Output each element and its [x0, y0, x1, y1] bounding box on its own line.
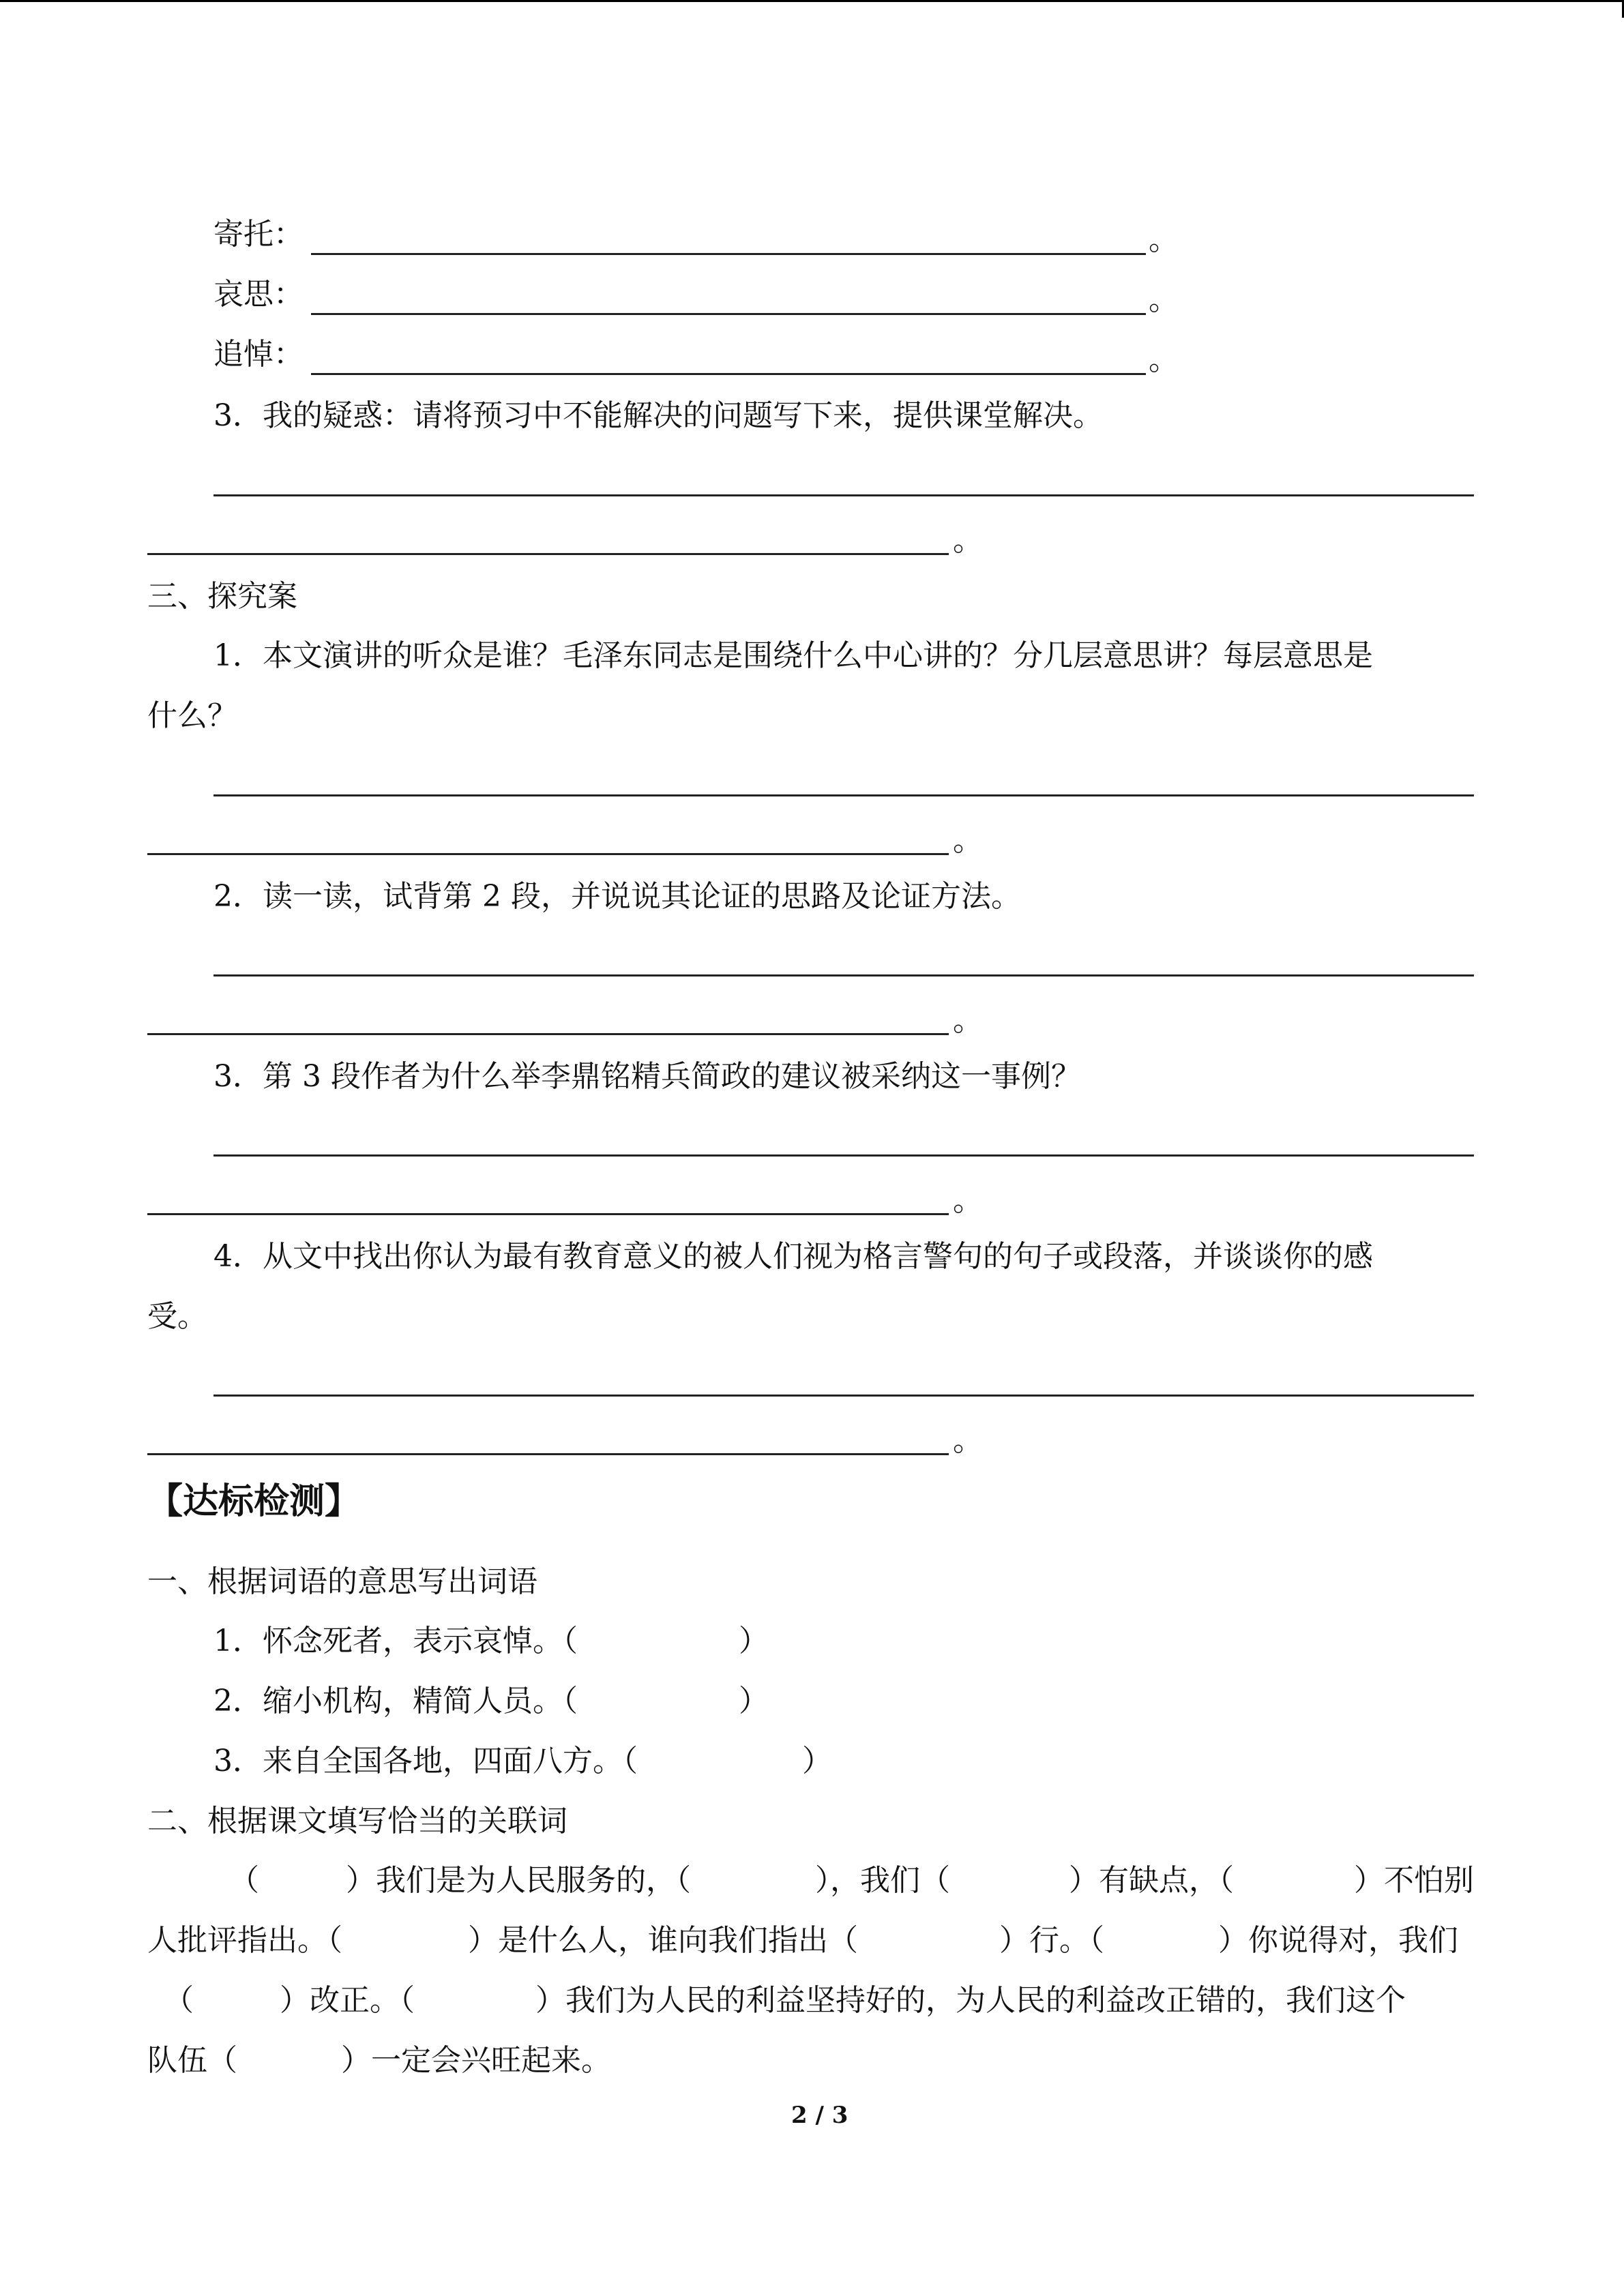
answer-line-zhuidao[interactable]: [311, 373, 1146, 375]
answer-line[interactable]: [213, 1154, 1474, 1157]
answer-line-aisi[interactable]: [311, 313, 1146, 315]
answer-line[interactable]: [147, 1213, 949, 1215]
label-jituo: 寄托：: [213, 217, 304, 252]
period: 。: [953, 523, 983, 558]
answer-line[interactable]: [213, 1395, 1474, 1397]
period: 。: [1149, 222, 1179, 257]
cloze-segment: 队伍（: [147, 2043, 237, 2078]
part1-item-1: 1．怀念死者，表示哀悼。（: [213, 1624, 578, 1658]
cloze-segment: ），我们（: [815, 1863, 950, 1898]
answer-line[interactable]: [213, 974, 1474, 976]
page-number: 2 / 3: [791, 2102, 848, 2129]
period: 。: [953, 1423, 983, 1458]
period: 。: [1149, 342, 1179, 377]
label-aisi: 哀思：: [213, 277, 304, 312]
answer-line-jituo[interactable]: [311, 253, 1146, 255]
question-doubt: 3．我的疑惑：请将预习中不能解决的问题写下来，提供课堂解决。: [213, 398, 1103, 433]
cloze-segment: ）我们为人民的利益坚持好的，为人民的利益改正错的，我们这个: [535, 1983, 1406, 2018]
explore-q4-cont: 受。: [147, 1299, 207, 1334]
part1-item-2: 2．缩小机构，精简人员。（: [213, 1684, 578, 1718]
section-title: 三、探究案: [147, 579, 297, 614]
close-paren: ）: [802, 1744, 832, 1778]
cloze-segment: 人批评指出。（: [147, 1923, 342, 1958]
cloze-segment: ）是什么人，谁向我们指出（: [468, 1923, 858, 1958]
period: 。: [1149, 282, 1179, 317]
close-paren: ）: [739, 1624, 769, 1658]
label-zhuidao: 追悼：: [213, 337, 304, 372]
answer-line[interactable]: [147, 553, 949, 555]
cloze-segment: ）一定会兴旺起来。: [341, 2043, 611, 2078]
test-heading: 【达标检测】: [147, 1481, 361, 1522]
cloze-segment: ）改正。（: [280, 1983, 415, 2018]
answer-line[interactable]: [147, 1453, 949, 1455]
cloze-segment: ）有缺点，（: [1069, 1863, 1234, 1898]
part2-title: 二、根据课文填写恰当的关联词: [147, 1804, 567, 1838]
cloze-segment: ）行。（: [999, 1923, 1104, 1958]
explore-q1-cont: 什么？: [147, 698, 237, 733]
answer-line[interactable]: [147, 853, 949, 855]
answer-line[interactable]: [213, 494, 1474, 496]
explore-q2: 2．读一读，试背第 2 段，并说说其论证的思路及论证方法。: [213, 879, 1021, 914]
answer-line[interactable]: [147, 1033, 949, 1035]
period: 。: [953, 1183, 983, 1218]
cloze-segment: ）你说得对，我们: [1218, 1923, 1458, 1958]
answer-line[interactable]: [213, 794, 1474, 796]
period: 。: [953, 1003, 983, 1038]
top-border: [0, 0, 1624, 2]
cloze-segment: （: [164, 1983, 194, 2018]
part1-item-3: 3．来自全国各地，四面八方。（: [213, 1744, 638, 1778]
explore-q4: 4．从文中找出你认为最有教育意义的被人们视为格言警句的句子或段落，并谈谈你的感: [213, 1239, 1373, 1274]
period: 。: [953, 823, 983, 858]
part1-title: 一、根据词语的意思写出词语: [147, 1564, 537, 1599]
close-paren: ）: [739, 1684, 769, 1718]
cloze-segment: ）我们是为人民服务的，（: [346, 1863, 691, 1898]
explore-q1: 1．本文演讲的听众是谁？毛泽东同志是围绕什么中心讲的？分几层意思讲？每层意思是: [213, 638, 1373, 673]
cloze-segment: （: [229, 1863, 259, 1898]
cloze-segment: ）不怕别: [1354, 1863, 1474, 1898]
explore-q3: 3．第 3 段作者为什么举李鼎铭精兵简政的建议被采纳这一事例？: [213, 1059, 1081, 1094]
